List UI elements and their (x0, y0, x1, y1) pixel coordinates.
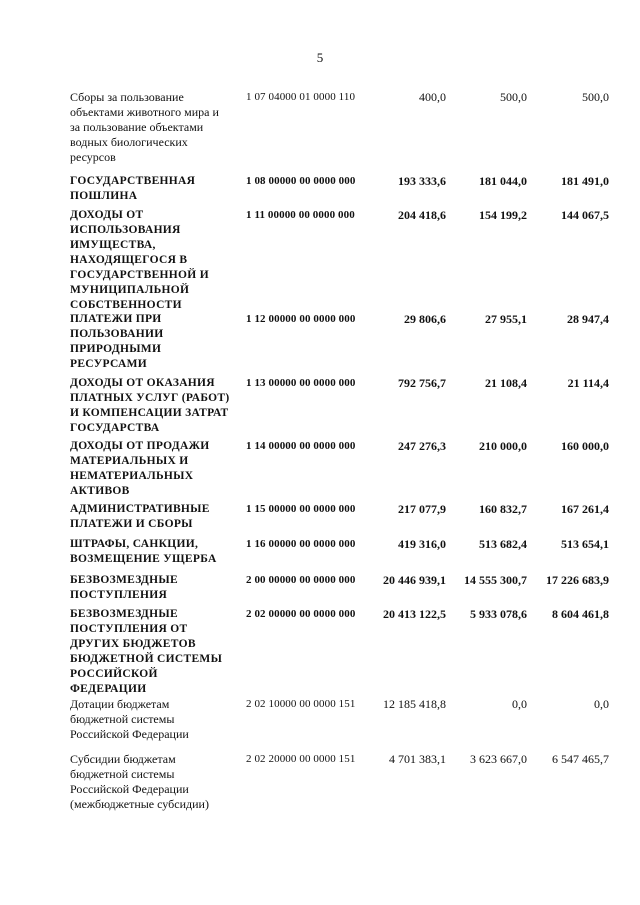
row-value-3: 160 000,0 (561, 439, 609, 453)
row-value-1: 247 276,3 (398, 439, 446, 453)
row-value-1: 12 185 418,8 (383, 697, 446, 711)
row-value-1: 400,0 (419, 90, 446, 104)
row-value-3: 8 604 461,8 (552, 607, 609, 621)
row-name: ПЛАТЕЖИ ПРИ ПОЛЬЗОВАНИИ ПРИРОДНЫМИ РЕСУРСАМИ (70, 313, 164, 370)
row-code: 1 15 00000 00 0000 000 (246, 503, 356, 515)
table-row (0, 439, 640, 502)
row-name: БЕЗВОЗМЕЗДНЫЕ ПОСТУПЛЕНИЯ ОТ ДРУГИХ БЮДЖЕТОВ БЮДЖЕТНОЙ СИСТЕМЫ РОССИЙСКОЙ ФЕДЕРАЦИИ (70, 608, 223, 695)
row-code: 1 08 00000 00 0000 000 (246, 175, 356, 187)
row-value-3: 181 491,0 (561, 174, 609, 188)
row-value-2: 14 555 300,7 (464, 573, 527, 587)
row-code: 2 00 00000 00 0000 000 (246, 574, 356, 586)
row-value-3: 6 547 465,7 (552, 752, 609, 766)
row-value-3: 0,0 (594, 697, 609, 711)
table-row (0, 573, 640, 607)
row-value-1: 193 333,6 (398, 174, 446, 188)
row-value-2: 21 108,4 (485, 376, 527, 390)
revenue-table (0, 90, 640, 822)
row-value-2: 3 623 667,0 (470, 752, 527, 766)
table-row (0, 376, 640, 439)
row-value-3: 513 654,1 (561, 537, 609, 551)
row-value-3: 28 947,4 (567, 312, 609, 326)
row-value-2: 181 044,0 (479, 174, 527, 188)
table-row (0, 174, 640, 208)
row-name: Сборы за пользование объектами животного мира и за пользование объектами водных биологических ресурсов (70, 90, 219, 164)
row-value-1: 217 077,9 (398, 502, 446, 516)
row-code: 1 16 00000 00 0000 000 (246, 538, 356, 550)
row-value-1: 29 806,6 (404, 312, 446, 326)
row-value-2: 5 933 078,6 (470, 607, 527, 621)
row-value-3: 17 226 683,9 (546, 573, 609, 587)
row-value-2: 500,0 (500, 90, 527, 104)
row-value-3: 144 067,5 (561, 208, 609, 222)
table-row (0, 312, 640, 376)
page-number: 5 (316, 50, 324, 65)
row-name: Субсидии бюджетам бюджетной системы Российской Федерации (межбюджетные субсидии) (70, 752, 209, 811)
table-row (0, 537, 640, 573)
row-code: 1 13 00000 00 0000 000 (246, 377, 356, 389)
row-code: 2 02 10000 00 0000 151 (246, 698, 356, 710)
row-value-1: 20 413 122,5 (383, 607, 446, 621)
table-row (0, 502, 640, 537)
row-name: ДОХОДЫ ОТ ПРОДАЖИ МАТЕРИАЛЬНЫХ И НЕМАТЕРИАЛЬНЫХ АКТИВОВ (70, 440, 210, 497)
row-name: БЕЗВОЗМЕЗДНЫЕ ПОСТУПЛЕНИЯ (70, 574, 178, 601)
table-row (0, 607, 640, 697)
row-value-1: 4 701 383,1 (389, 752, 446, 766)
row-value-2: 154 199,2 (479, 208, 527, 222)
row-name: АДМИНИСТРАТИВНЫЕ ПЛАТЕЖИ И СБОРЫ (70, 503, 210, 530)
row-value-2: 160 832,7 (479, 502, 527, 516)
row-value-3: 167 261,4 (561, 502, 609, 516)
row-value-1: 20 446 939,1 (383, 573, 446, 587)
row-name: ШТРАФЫ, САНКЦИИ, ВОЗМЕЩЕНИЕ УЩЕРБА (70, 538, 217, 565)
table-row (0, 90, 640, 174)
row-code: 1 07 04000 01 0000 110 (246, 91, 356, 103)
row-value-3: 21 114,4 (567, 376, 609, 390)
row-value-1: 204 418,6 (398, 208, 446, 222)
row-code: 2 02 00000 00 0000 000 (246, 608, 356, 620)
row-value-3: 500,0 (582, 90, 609, 104)
row-value-2: 27 955,1 (485, 312, 527, 326)
row-value-2: 210 000,0 (479, 439, 527, 453)
row-value-1: 792 756,7 (398, 376, 446, 390)
row-name: ДОХОДЫ ОТ ИСПОЛЬЗОВАНИЯ ИМУЩЕСТВА, НАХОДЯЩЕГОСЯ В ГОСУДАРСТВЕННОЙ И МУНИЦИПАЛЬНОЙ СОБСТВЕННОСТИ (70, 209, 209, 311)
table-row (0, 208, 640, 312)
row-name: ГОСУДАРСТВЕННАЯ ПОШЛИНА (70, 175, 196, 202)
row-code: 2 02 20000 00 0000 151 (246, 753, 356, 765)
row-code: 1 11 00000 00 0000 000 (246, 209, 355, 221)
table-row (0, 697, 640, 752)
row-value-1: 419 316,0 (398, 537, 446, 551)
row-code: 1 14 00000 00 0000 000 (246, 440, 356, 452)
table-row (0, 752, 640, 822)
row-value-2: 513 682,4 (479, 537, 527, 551)
row-code: 1 12 00000 00 0000 000 (246, 313, 356, 325)
row-value-2: 0,0 (512, 697, 527, 711)
row-name: Дотации бюджетам бюджетной системы Российской Федерации (70, 697, 189, 741)
row-name: ДОХОДЫ ОТ ОКАЗАНИЯ ПЛАТНЫХ УСЛУГ (РАБОТ) И КОМПЕНСАЦИИ ЗАТРАТ ГОСУДАРСТВА (70, 377, 230, 434)
